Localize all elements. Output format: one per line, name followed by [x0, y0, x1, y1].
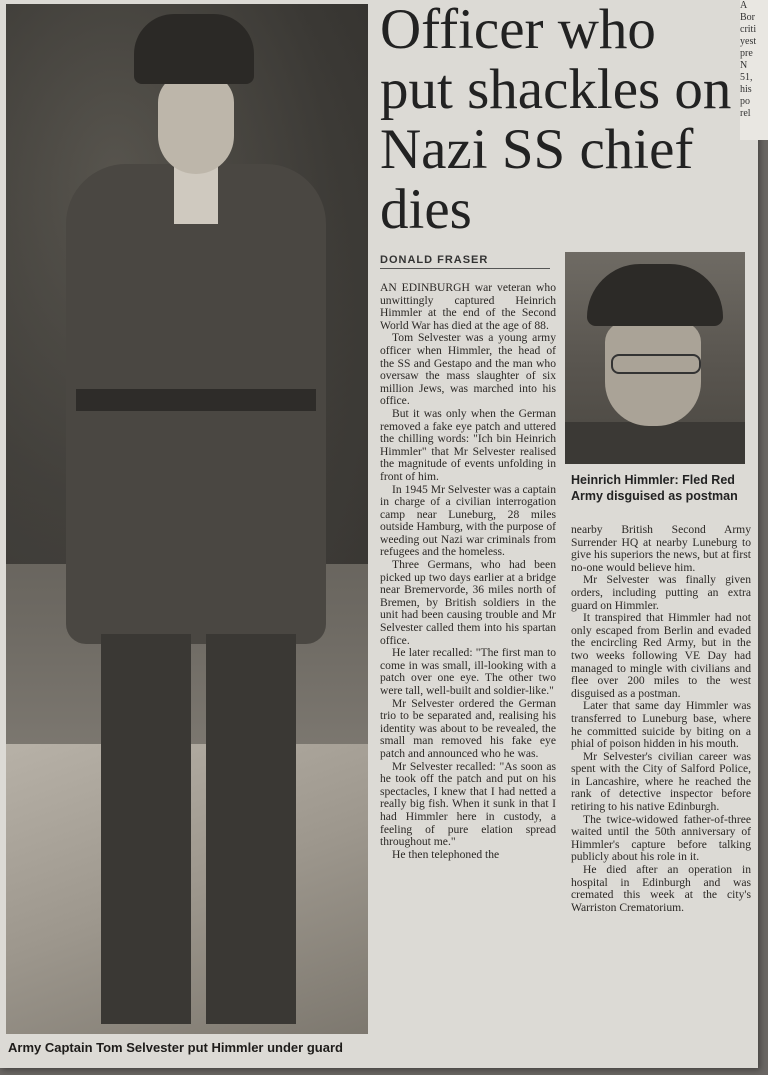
fragment-line: N: [740, 60, 748, 71]
paragraph: Three Germans, who had been picked up two days earlier at a bridge near Bremervorde, 36 miles north of Bremen, by British soldiers in the unit had been causing trouble and Mr Selvester called them into his spartan office.: [380, 558, 556, 647]
officer-leg-left: [101, 634, 191, 1024]
fragment-line: his: [740, 84, 752, 95]
paragraph: Mr Selvester ordered the German trio to be separated and, realising his identity was about to be revealed, the small man removed his fake eye patch and announced who he was.: [380, 696, 556, 760]
main-photo-caption: Army Captain Tom Selvester put Himmler under guard: [8, 1040, 343, 1055]
fragment-line: criti: [740, 24, 757, 35]
fragment-line: 51,: [740, 72, 753, 83]
himmler-photo: [565, 252, 745, 464]
paragraph: nearby British Second Army Surrender HQ at nearby Luneburg to give his superiors the news, but at first no-one would believe him.: [571, 523, 751, 574]
paragraph: Mr Selvester was finally given orders, including putting an extra guard on Himmler.: [571, 573, 751, 612]
paragraph: Tom Selvester was a young army officer when Himmler, the head of the SS and Gestapo and the man who oversaw the mass slaughter of six million Jews, was marched into his office.: [380, 331, 556, 408]
article-column-1: [380, 282, 556, 861]
paragraph: He then telephoned the: [392, 847, 500, 861]
paragraph: The twice-widowed father-of-three waited until the 50th anniversary of Himmler's capture before talking publicly about his role in it.: [571, 812, 751, 864]
fragment-line: yest: [740, 36, 757, 47]
headline: Officer who put shackles on Nazi SS chief dies: [380, 0, 732, 241]
paragraph: Mr Selvester's civilian career was spent with the City of Salford Police, in Lancashire, where he reached the rank of detective inspector before retiring to his native Edinburgh.: [571, 749, 751, 814]
paragraph: It transpired that Himmler had not only escaped from Berlin and evaded the encircling Red Army, but in the two weeks following VE Day had managed to mingle with civilians and flee over 200 miles to the west disguised as a postman.: [571, 611, 751, 700]
himmler-uniform-collar: [565, 422, 745, 464]
selvester-photo: [6, 4, 368, 1034]
himmler-spectacles: [611, 354, 701, 374]
fragment-line: po: [740, 96, 750, 107]
fragment-line: Bor: [740, 12, 755, 23]
article-column-2: [571, 524, 751, 914]
paragraph: AN EDINBURGH war veteran who unwittingly captured Heinrich Himmler at the end of the Second World War has died at the age of 88.: [380, 281, 556, 332]
paragraph: He later recalled: "The first man to come in was small, ill-looking with a patch over one eye. The other two were tall, well-built and soldier-like.": [380, 646, 556, 697]
fragment-line: rel: [740, 108, 751, 119]
himmler-face: [605, 322, 701, 426]
paragraph: Mr Selvester recalled: "As soon as he took off the patch and put on his spectacles, I knew that I had netted a really big fish. When it sunk in that I had Himmler here in custody, a feeling of pure elation spread throughout me.": [380, 759, 556, 849]
officer-cap: [134, 14, 254, 84]
paragraph: But it was only when the German removed a fake eye patch and uttered the chilling words: "Ich bin Heinrich Himmler" that Mr Selvester realised the magnitude of events unfolding in front of him.: [380, 406, 556, 483]
paragraph: He died after an operation in hospital in Edinburgh and was cremated this week at the city's Warriston Crematorium.: [571, 863, 751, 914]
officer-leg-right: [206, 634, 296, 1024]
himmler-photo-caption: Heinrich Himmler: Fled Red Army disguised as postman: [571, 473, 738, 503]
fragment-line: pre: [740, 48, 753, 59]
paragraph: In 1945 Mr Selvester was a captain in charge of a civilian interrogation camp near Luneburg, 28 miles outside Hamburg, with the purpose of weeding out Nazi war criminals from refugees and the homeless.: [380, 482, 556, 559]
himmler-cap: [587, 264, 723, 326]
byline: DONALD FRASER: [380, 254, 550, 269]
adjacent-article-fragment: [740, 0, 768, 140]
fragment-line: A: [740, 0, 748, 11]
officer-figure: [46, 14, 346, 1034]
officer-belt: [76, 389, 316, 411]
officer-face: [158, 74, 234, 174]
paragraph: Later that same day Himmler was transferred to Luneburg base, where he committed suicide by biting on a phial of poison hidden in his mouth.: [571, 699, 751, 751]
